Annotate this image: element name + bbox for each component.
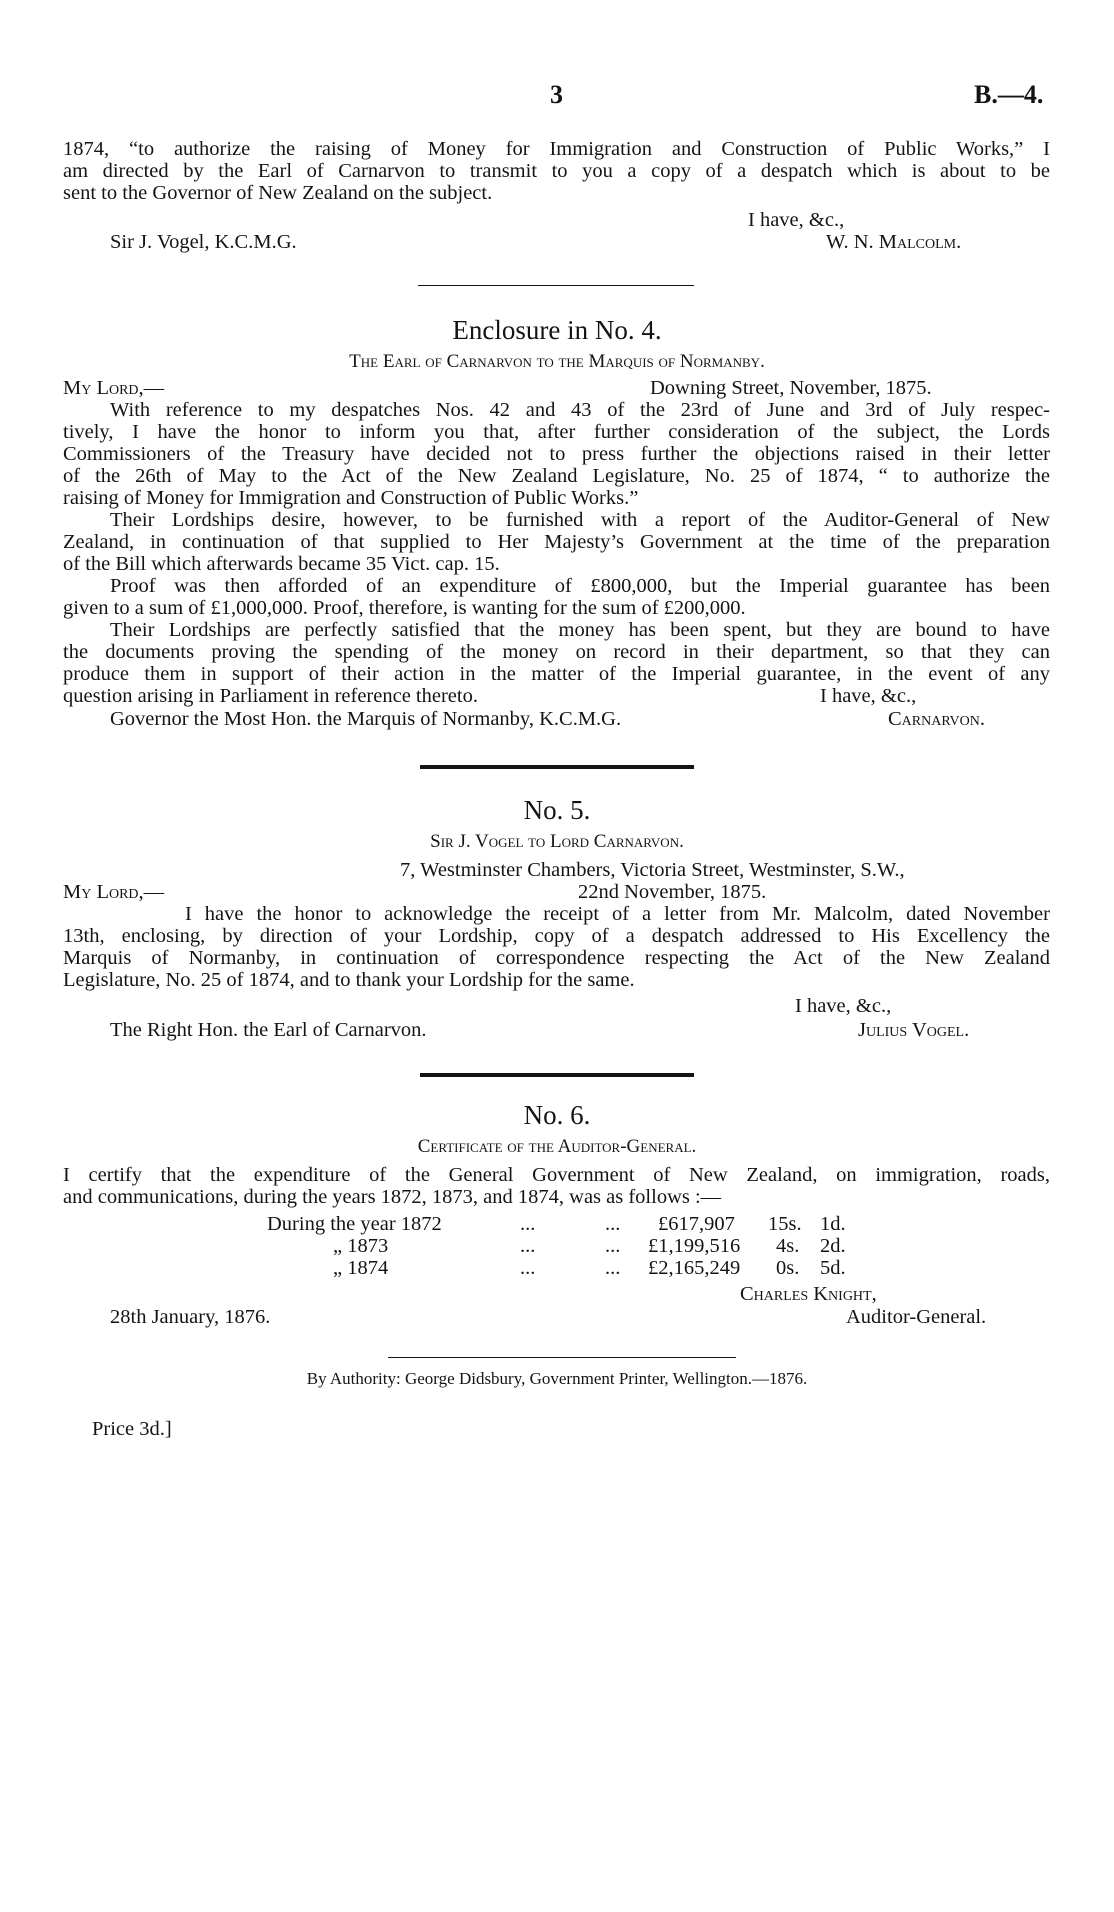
amount-shillings: 15s. — [768, 1213, 802, 1235]
paragraph-line: Zealand, in continuation of that supplied to Her Majesty’s Government at the time of the preparation — [63, 531, 1050, 553]
divider-rule-thick — [420, 1073, 694, 1077]
section-subtitle: Certificate of the Auditor-General. — [417, 1136, 697, 1157]
divider-rule — [418, 285, 694, 286]
certificate-date: 28th January, 1876. — [110, 1306, 271, 1328]
paragraph-line: am directed by the Earl of Carnarvon to transmit to you a copy of a despatch which is about to be — [63, 160, 1050, 182]
paragraph-line: Proof was then afforded of an expenditure of £800,000, but the Imperial guarantee has been — [110, 575, 1050, 597]
paragraph-line: 13th, enclosing, by direction of your Lordship, copy of a despatch addressed to His Excellency the — [63, 925, 1050, 947]
paragraph-line: With reference to my despatches Nos. 42 and 43 of the 23rd of June and 3rd of July respec- — [110, 399, 1050, 421]
paragraph-line: sent to the Governor of New Zealand on the subject. — [63, 182, 493, 204]
paragraph-line: Their Lordships desire, however, to be furnished with a report of the Auditor-General of New — [110, 509, 1050, 531]
amount-pounds: £617,907 — [658, 1213, 735, 1235]
addressee: Governor the Most Hon. the Marquis of Normanby, K.C.M.G. — [110, 708, 622, 730]
amount-pence: 1d. — [820, 1213, 846, 1235]
place-date: Downing Street, November, 1875. — [650, 377, 932, 399]
paragraph-line: of the 26th of May to the Act of the New Zealand Legislature, No. 25 of 1874, “ to authorize the — [63, 465, 1050, 487]
paragraph-line: produce them in support of their action in the matter of the Imperial guarantee, in the event of any — [63, 663, 1050, 685]
paragraph-line: given to a sum of £1,000,000. Proof, therefore, is wanting for the sum of £200,000. — [63, 597, 746, 619]
paragraph-line: Legislature, No. 25 of 1874, and to thank your Lordship for the same. — [63, 969, 635, 991]
amount-pence: 2d. — [820, 1235, 846, 1257]
letter-date: 22nd November, 1875. — [578, 881, 767, 903]
section-title: No. 5. — [523, 795, 591, 825]
divider-rule-thick — [420, 765, 694, 769]
amount-pounds: £1,199,516 — [648, 1235, 741, 1257]
document-reference: B.—4. — [974, 80, 1044, 109]
addressee: The Right Hon. the Earl of Carnarvon. — [110, 1019, 427, 1041]
closing-formula: I have, &c., — [795, 995, 892, 1017]
leader-dots: ... — [605, 1257, 621, 1279]
leader-dots: ... — [605, 1235, 621, 1257]
leader-dots: ... — [520, 1213, 536, 1235]
paragraph-line: the documents proving the spending of the money on record in their department, so that they can — [63, 641, 1050, 663]
sender-address: 7, Westminster Chambers, Victoria Street, Westminster, S.W., — [400, 859, 905, 881]
paragraph-line: raising of Money for Immigration and Construction of Public Works.” — [63, 487, 639, 509]
year-label: „ 1873 — [333, 1235, 389, 1257]
paragraph-line: Marquis of Normanby, in continuation of correspondence respecting the Act of the New Zealand — [63, 947, 1050, 969]
section-title: No. 6. — [523, 1100, 591, 1130]
year-label: During the year 1872 — [267, 1213, 442, 1235]
salutation: My Lord,— — [63, 377, 165, 399]
footer-rule — [388, 1357, 736, 1358]
paragraph-line: I certify that the expenditure of the General Government of New Zealand, on immigration, roads, — [63, 1164, 1050, 1186]
price-note: Price 3d.] — [92, 1418, 172, 1440]
amount-shillings: 4s. — [776, 1235, 800, 1257]
signature: W. N. Malcolm. — [826, 231, 962, 253]
closing-formula: I have, &c., — [820, 685, 917, 707]
section-subtitle: The Earl of Carnarvon to the Marquis of Normanby. — [349, 351, 765, 372]
signature: Julius Vogel. — [858, 1019, 970, 1041]
paragraph-line: Their Lordships are perfectly satisfied that the money has been spent, but they are bound to have — [110, 619, 1050, 641]
addressee: Sir J. Vogel, K.C.M.G. — [110, 231, 297, 253]
printer-imprint: By Authority: George Didsbury, Government Printer, Wellington.—1876. — [306, 1369, 808, 1388]
year-label: „ 1874 — [333, 1257, 389, 1279]
amount-shillings: 0s. — [776, 1257, 800, 1279]
paragraph-line: 1874, “to authorize the raising of Money for Immigration and Construction of Public Works,” I — [63, 138, 1050, 160]
salutation: My Lord,— — [63, 881, 165, 903]
leader-dots: ... — [520, 1257, 536, 1279]
signature-title: Auditor-General. — [846, 1306, 987, 1328]
closing-formula: I have, &c., — [748, 209, 845, 231]
paragraph-line: I have the honor to acknowledge the receipt of a letter from Mr. Malcolm, dated November — [185, 903, 1050, 925]
leader-dots: ... — [605, 1213, 621, 1235]
paragraph-line: tively, I have the honor to inform you that, after further consideration of the subject, the Lords — [63, 421, 1050, 443]
amount-pounds: £2,165,249 — [648, 1257, 741, 1279]
section-title: Enclosure in No. 4. — [452, 315, 662, 345]
section-subtitle: Sir J. Vogel to Lord Carnarvon. — [430, 831, 684, 852]
amount-pence: 5d. — [820, 1257, 846, 1279]
signature: Carnarvon. — [888, 708, 986, 730]
leader-dots: ... — [520, 1235, 536, 1257]
signature: Charles Knight, — [740, 1283, 877, 1305]
paragraph-line: of the Bill which afterwards became 35 Vict. cap. 15. — [63, 553, 500, 575]
paragraph-line: question arising in Parliament in reference thereto. — [63, 685, 478, 707]
paragraph-line: Commissioners of the Treasury have decided not to press further the objections raised in their letter — [63, 443, 1050, 465]
paragraph-line: and communications, during the years 1872, 1873, and 1874, was as follows :— — [63, 1186, 722, 1208]
page-number: 3 — [550, 80, 563, 109]
